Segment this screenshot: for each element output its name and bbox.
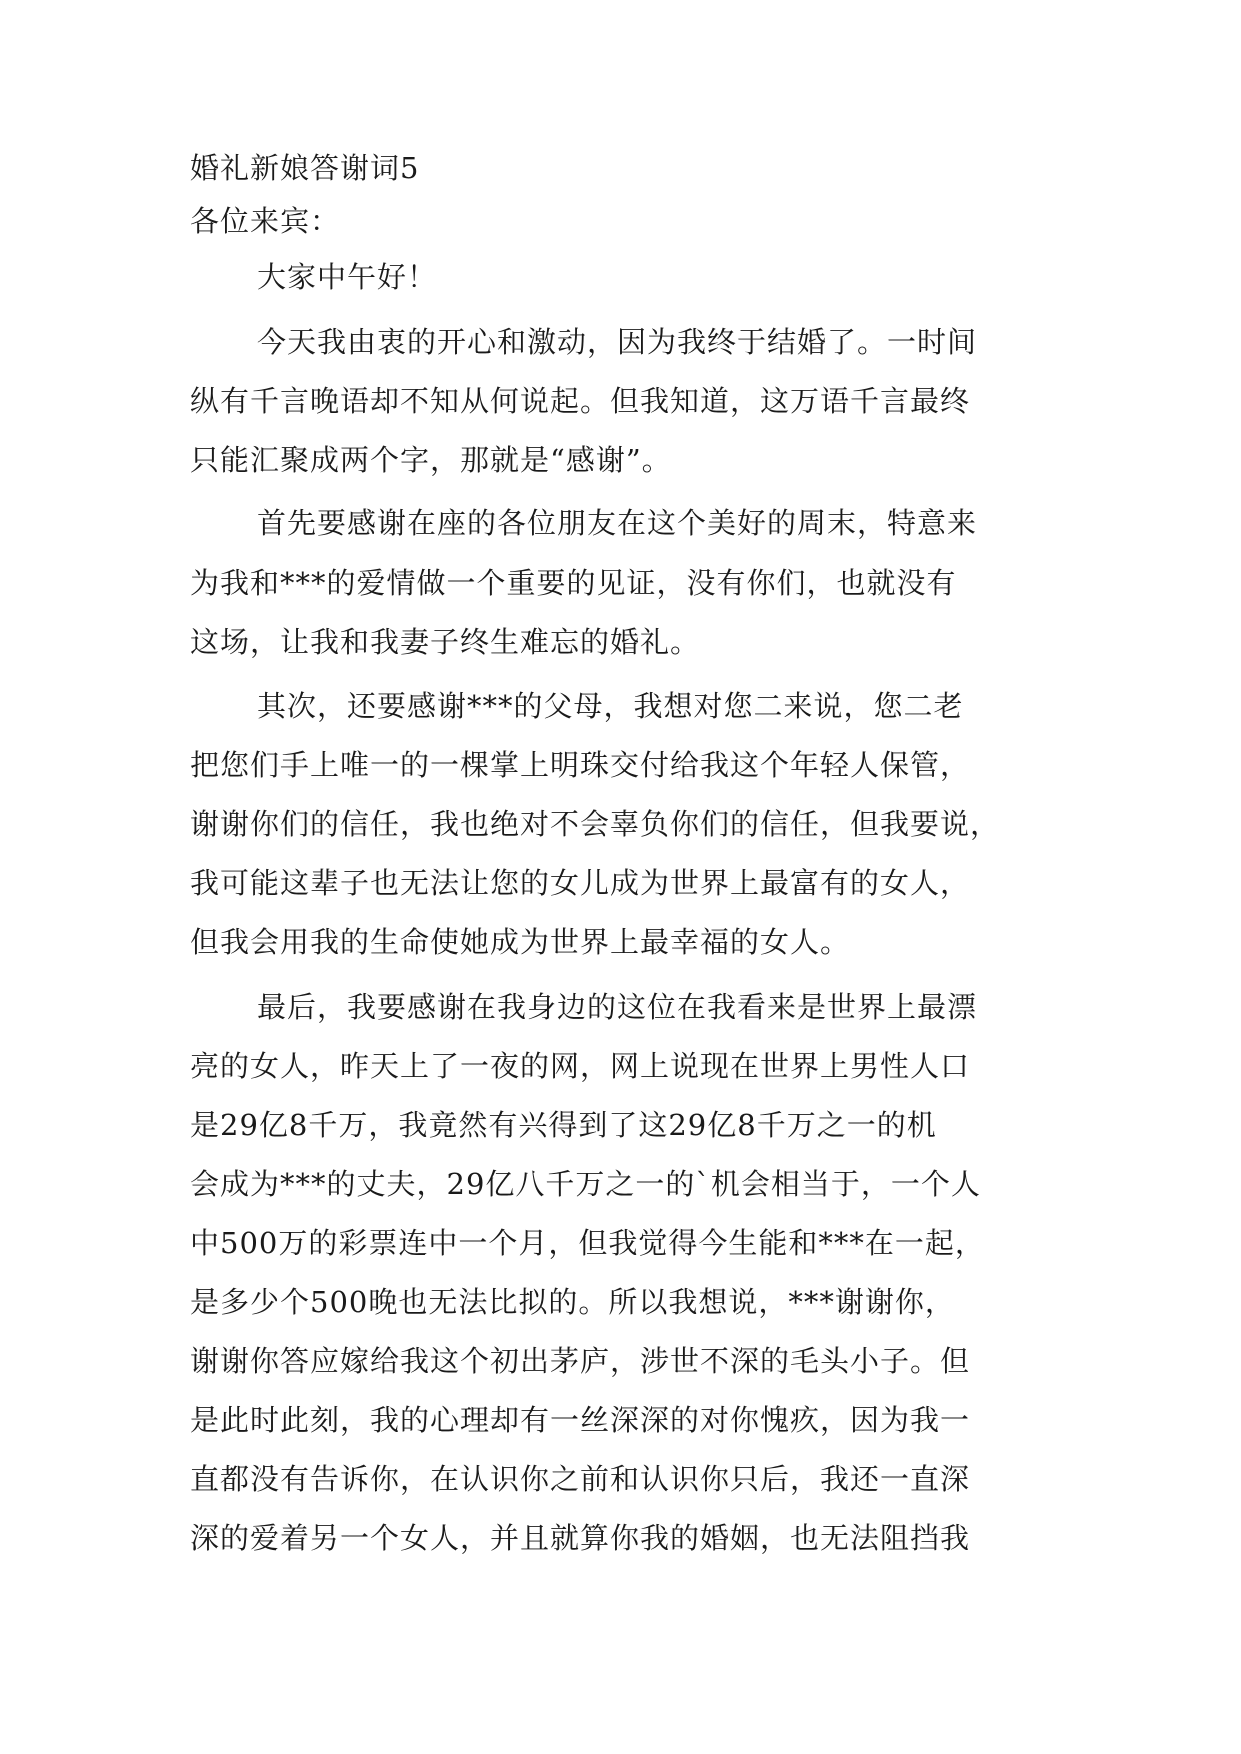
body-line: 是29亿8千万，我竟然有兴得到了这29亿8千万之一的机 bbox=[190, 1108, 937, 1142]
body-line: 会成为***的丈夫，29亿八千万之一的`机会相当于，一个人 bbox=[190, 1167, 981, 1201]
body-line: 谢谢你答应嫁给我这个初出茅庐，涉世不深的毛头小子。但 bbox=[190, 1344, 971, 1378]
body-line: 把您们手上唯一的一棵掌上明珠交付给我这个年轻人保管， bbox=[190, 748, 971, 782]
body-line: 谢谢你们的信任，我也绝对不会辜负你们的信任，但我要说， bbox=[190, 807, 1001, 841]
body-line: 今天我由衷的开心和激动，因为我终于结婚了。一时间 bbox=[257, 325, 978, 359]
body-line: 中500万的彩票连中一个月，但我觉得今生能和***在一起， bbox=[190, 1226, 985, 1260]
body-line: 我可能这辈子也无法让您的女儿成为世界上最富有的女人， bbox=[190, 866, 971, 900]
body-line: 是多少个500晚也无法比拟的。所以我想说，***谢谢你， bbox=[190, 1285, 955, 1319]
body-line: 但我会用我的生命使她成为世界上最幸福的女人。 bbox=[190, 925, 851, 959]
body-line: 纵有千言晚语却不知从何说起。但我知道，这万语千言最终 bbox=[190, 384, 971, 418]
body-line: 只能汇聚成两个字，那就是“感谢”。 bbox=[190, 443, 672, 477]
body-line: 亮的女人，昨天上了一夜的网，网上说现在世界上男性人口 bbox=[190, 1049, 971, 1083]
body-line: 直都没有告诉你，在认识你之前和认识你只后，我还一直深 bbox=[190, 1462, 971, 1496]
body-line: 是此时此刻，我的心理却有一丝深深的对你愧疚，因为我一 bbox=[190, 1403, 971, 1437]
salutation: 各位来宾： bbox=[190, 204, 341, 238]
body-line: 其次，还要感谢***的父母，我想对您二来说，您二老 bbox=[257, 689, 964, 723]
body-line: 这场，让我和我妻子终生难忘的婚礼。 bbox=[190, 625, 701, 659]
body-line: 最后，我要感谢在我身边的这位在我看来是世界上最漂 bbox=[257, 990, 978, 1024]
body-line: 深的爱着另一个女人，并且就算你我的婚姻，也无法阻挡我 bbox=[190, 1521, 971, 1555]
document-title: 婚礼新娘答谢词5 bbox=[190, 151, 420, 185]
body-line: 首先要感谢在座的各位朋友在这个美好的周末，特意来 bbox=[257, 506, 978, 540]
body-line: 大家中午好！ bbox=[257, 260, 438, 294]
body-line: 为我和***的爱情做一个重要的见证，没有你们，也就没有 bbox=[190, 566, 957, 600]
